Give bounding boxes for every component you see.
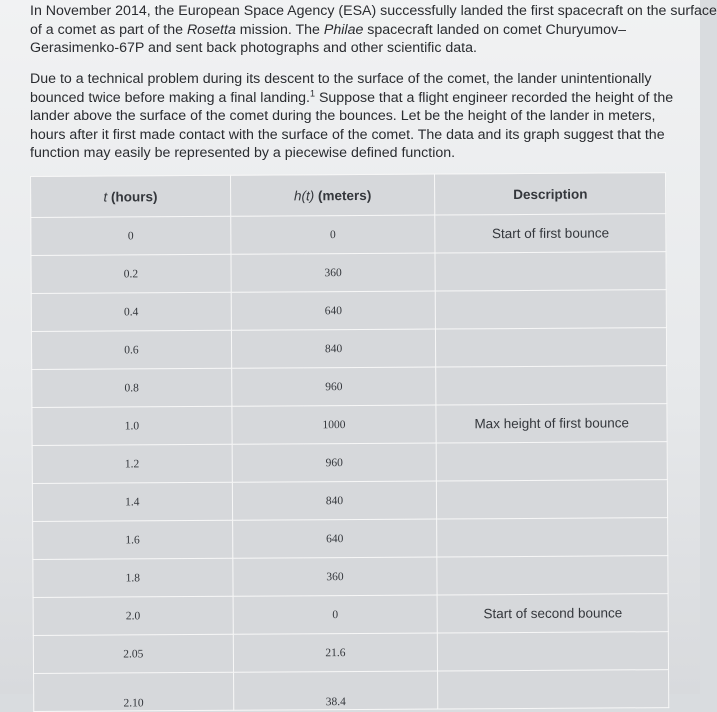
description-cell (437, 518, 668, 557)
header-time: t (hours) (31, 175, 231, 217)
description-cell: Start of second bounce (437, 594, 668, 633)
spacecraft-name: Philae (323, 21, 364, 38)
text-line: lander above the surface of the comet during the bounces. Let be the height of the lander in meters, (30, 108, 656, 124)
time-cell: 2.0 (33, 596, 233, 635)
text-line: hours after it first made contact with the surface of the comet. The data and its graph suggest that the (30, 126, 665, 143)
text-line: In November 2014, the European Space Agency (ESA) successfully landed the first spacecraft on the surface (30, 3, 717, 19)
height-cell: 38.4 (233, 671, 438, 710)
description-cell (438, 670, 669, 709)
time-cell: 0.6 (31, 330, 231, 369)
footnote-marker: 1 (310, 87, 316, 98)
text-line: of a comet as part of the Rosetta mission. The Philae spacecraft landed on comet Churyumov– (30, 21, 626, 38)
height-cell: 840 (231, 329, 436, 368)
height-cell: 960 (231, 367, 436, 406)
time-cell: 0.4 (31, 292, 231, 331)
description-cell (436, 366, 667, 405)
height-cell: 840 (232, 481, 437, 520)
description-cell (438, 632, 669, 671)
time-cell: 0 (31, 216, 231, 255)
table-row (33, 556, 668, 598)
description-cell (437, 480, 668, 519)
height-cell: 960 (232, 443, 437, 482)
time-cell: 0.2 (31, 254, 231, 293)
description-cell (437, 556, 668, 595)
table-row (33, 518, 668, 560)
height-cell: 640 (231, 291, 436, 330)
description-cell: Start of first bounce (435, 214, 666, 253)
text-line: Due to a technical problem during its descent to the surface of the comet, the lander unintentionally (30, 71, 652, 87)
header-height: h(t) (meters) (230, 174, 435, 216)
header-description: Description (435, 173, 666, 215)
description-cell (436, 290, 667, 329)
text-line: function may easily be represented by a piecewise defined function. (30, 145, 456, 161)
time-cell: 1.8 (33, 558, 233, 597)
table-row (33, 632, 668, 674)
table-row (31, 290, 666, 332)
height-cell: 0 (230, 215, 435, 254)
time-cell: 2.10 (34, 672, 234, 711)
table-row (32, 404, 667, 446)
height-cell: 360 (233, 557, 438, 596)
description-cell (437, 442, 668, 481)
table-row (31, 214, 666, 256)
table-row (32, 442, 667, 484)
table-header-row (31, 173, 666, 218)
table-row (31, 328, 666, 370)
time-cell: 1.4 (32, 482, 232, 521)
height-cell: 360 (231, 253, 436, 292)
intro-paragraph (30, 2, 717, 58)
description-cell (436, 328, 667, 367)
description-cell (435, 252, 666, 291)
height-cell: 640 (232, 519, 437, 558)
text-line: Gerasimenko-67P and sent back photographs and other scientific data. (30, 40, 477, 56)
time-cell: 1.2 (32, 444, 232, 483)
table-row (33, 594, 668, 636)
time-cell: 1.6 (33, 520, 233, 559)
height-cell: 0 (233, 595, 438, 634)
height-cell: 21.6 (233, 633, 438, 672)
time-cell: 1.0 (32, 406, 232, 445)
time-cell: 0.8 (32, 368, 232, 407)
table-row (32, 480, 667, 522)
problem-paragraph (30, 70, 690, 163)
height-cell: 1000 (232, 405, 437, 444)
mission-name: Rosetta (186, 21, 236, 38)
table-row (31, 252, 666, 294)
text-line: bounced twice before making a final landing.$^1$ Suppose that a flight engineer recorded the height of the (30, 87, 674, 106)
bounce-data-table (30, 172, 669, 712)
table-row (34, 670, 669, 712)
table-row (32, 366, 667, 408)
time-cell: 2.05 (33, 634, 233, 673)
description-cell: Max height of first bounce (436, 404, 667, 443)
